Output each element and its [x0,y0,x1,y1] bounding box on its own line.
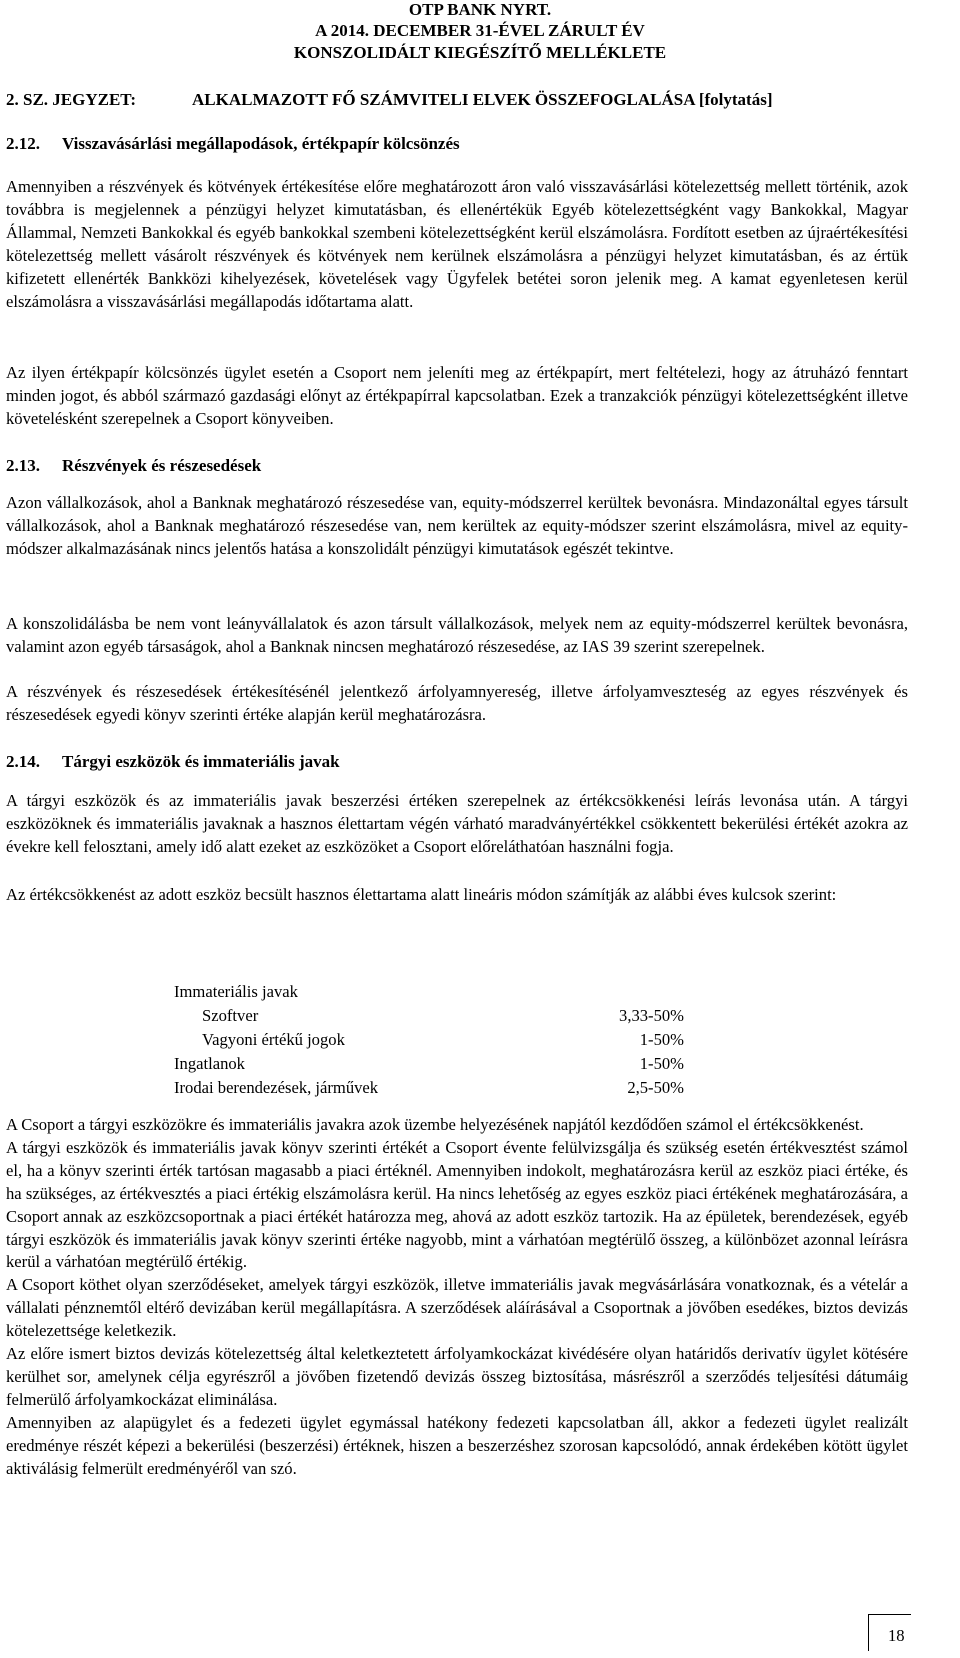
rate-label: Immateriális javak [174,982,298,1001]
table-row [174,1028,684,1052]
rate-value: 3,33-50% [619,1006,684,1025]
paragraph: Az előre ismert biztos devizás kötelezettség által keletkeztetett árfolyamkockázat kivédésére olyan határidős derivatív ügylet kötésére kerülhet sor, amelynek célja egyrészről a jövőben fizetendő devizás összeg biztosítása, másrészről a szerződés teljesítési dátumáig felmerülő árfolyamkockázat eliminálása. [6,1344,908,1409]
section-number: 2.12. [6,134,40,153]
rate-label: Vagyoni értékű jogok [202,1030,345,1049]
table-row [174,980,684,1004]
paragraph: A Csoport a tárgyi eszközökre és immateriális javakra azok üzembe helyezésének napjától kezdődően számol el értékcsökkenést. [6,1115,864,1134]
paragraph: A részvények és részesedések értékesítésénél jelentkező árfolyamnyereség, illetve árfolyamveszteség az egyes részvények és részesedések egyedi könyv szerinti értéke alapján kerül meghatározásra. [6,682,908,724]
section-number: 2.14. [6,752,40,771]
depreciation-rates-table [174,980,684,1100]
note-number: 2. SZ. JEGYZET: [6,90,137,109]
page-number: 18 [888,1626,905,1645]
paragraph: A Csoport köthet olyan szerződéseket, amelyek tárgyi eszközök, illetve immateriális javak megvásárlására vonatkoznak, és a vételár a vállalati pénznemtől eltérő devizában kerül megállapításra. A szerződések aláírásával a Csoportnak a jövőben esedékes, biztos devizás kötelezettsége keletkezik. [6,1275,908,1341]
rate-value: 1-50% [639,1054,684,1073]
header-company: OTP BANK NYRT. [408,0,552,19]
rate-label: Irodai berendezések, járművek [174,1078,379,1097]
paragraph-group [6,1114,908,1481]
paragraph: A tárgyi eszközök és az immateriális javak beszerzési értéken szerepelnek az értékcsökkenési leírás levonása után. A tárgyi eszközöknek és immateriális javaknak a hasznos élettartam végén várható maradványértékkel csökkentett bekerülési értékét azokra az évekre kell felosztani, amely idő alatt ezeket az eszközöket a Csoport előreláthatóan használni fogja. [6,791,908,856]
paragraph: Az ilyen értékpapír kölcsönzés ügylet esetén a Csoport nem jeleníti meg az értékpapírt, mert feltételezi, hogy az átruházó fenntart minden jogot, és abból származó gazdasági előnyt az értékpapírral kapcsolatban. Ezek a tranzakciók pénzügyi kötelezettségként illetve követelésként szerepelnek a Csoport könyveiben. [6,363,908,428]
table-row [174,1004,684,1028]
section-title: Részvények és részesedések [62,456,262,475]
section-heading-2-14 [6,752,340,772]
section-title: Tárgyi eszközök és immateriális javak [62,752,340,771]
section-number: 2.13. [6,456,40,475]
rate-label: Szoftver [202,1006,259,1025]
table-row [174,1076,684,1100]
section-heading-2-12 [6,134,460,154]
table-row [174,1052,684,1076]
section-title: Visszavásárlási megállapodások, értékpapír kölcsönzés [62,134,460,153]
paragraph: Amennyiben az alapügylet és a fedezeti ügylet egymással hatékony fedezeti kapcsolatban áll, akkor a fedezeti ügylet realizált eredménye részét képezi a bekerülési (beszerzési) értéknek, hiszen a beszerzéshez szorosan kapcsolódó, annak érdekében kötött ügylet aktiválásig felmerült eredményéről van szó. [6,1412,908,1478]
paragraph: Amennyiben a részvények és kötvények értékesítése előre meghatározott áron való visszavásárlási kötelezettség mellett történik, azok továbbra is megjelennek a pénzügyi helyzet kimutatásban, és ellenértékük Egyéb kötelezettségként vagy Bankokkal, Magyar Állammal, Nemzeti Bankokkal és egyéb bankokkal szembeni kötelezettségként kerül elszámolásra. Fordított esetben az újraértékesítési kötelezettség mellett vásárolt részvények és kötvények nem kerülnek elszámolásra a pénzügyi helyzet kimutatásban, és az értük kifizetett ellenérték Bankközi kihelyezések, követelések vagy Ügyfelek betétei soron jelenik meg. A kamat egyenletesen kerül elszámolásra a visszavásárlási megállapodás időtartama alatt. [6,177,908,311]
rate-value: 1-50% [639,1030,684,1049]
note-heading [6,90,773,110]
rate-value: 2,5-50% [627,1078,684,1097]
paragraph: A konszolidálásba be nem vont leányvállalatok és azon társult vállalkozások, melyek nem az equity-módszerrel kerültek bevonásra, valamint azon egyéb társaságok, ahol a Banknak nincsen meghatározó részesedése, az IAS 39 szerint szerepelnek. [6,614,908,656]
paragraph: Azon vállalkozások, ahol a Banknak meghatározó részesedése van, equity-módszerrel kerültek bevonásra. Mindazonáltal egyes társult vállalkozások, ahol a Banknak meghatározó részesedése van, nem kerültek az equity-módszer szerint elszámolásra, mivel az equity-módszer alkalmazásának nincs jelentős hatása a konszolidált pénzügyi kimutatások egészét tekintve. [6,493,908,558]
header-report-title: KONSZOLIDÁLT KIEGÉSZÍTŐ MELLÉKLETE [293,43,667,62]
note-title: ALKALMAZOTT FŐ SZÁMVITELI ELVEK ÖSSZEFOGLALÁSA [folytatás] [192,90,773,109]
paragraph: Az értékcsökkenést az adott eszköz becsült hasznos élettartama alatt lineáris módon számítják az alábbi éves kulcsok szerint: [6,885,837,904]
paragraph: A tárgyi eszközök és immateriális javak könyv szerinti értékét a Csoport évente felülvizsgálja és szükség esetén értékvesztést számol el, ha a könyv szerinti érték tartósan magasabb a piaci értéknél. Amennyiben indokolt, meghatározásra kerül az eszköz piaci értéke, és ha szükséges, az értékvesztés a piaci értékig elszámolásra kerül. Ha nincs lehetőség az egyes eszköz piaci értékének meghatározására, a Csoport annak az eszközcsoportnak a piaci értékét határozza meg, ahová az adott eszköz tartozik. Ha az épületek, berendezések, egyéb tárgyi eszközök és immateriális javak könyv szerinti értéke nagyobb, mint a várhatóan megtérülő összeg, a különbözet azonnal leírásra kerül a várhatóan megtérülő értékig. [6,1137,908,1272]
section-heading-2-13 [6,456,261,476]
header-period: A 2014. DECEMBER 31-ÉVEL ZÁRULT ÉV [315,21,645,40]
rate-label: Ingatlanok [174,1054,245,1073]
